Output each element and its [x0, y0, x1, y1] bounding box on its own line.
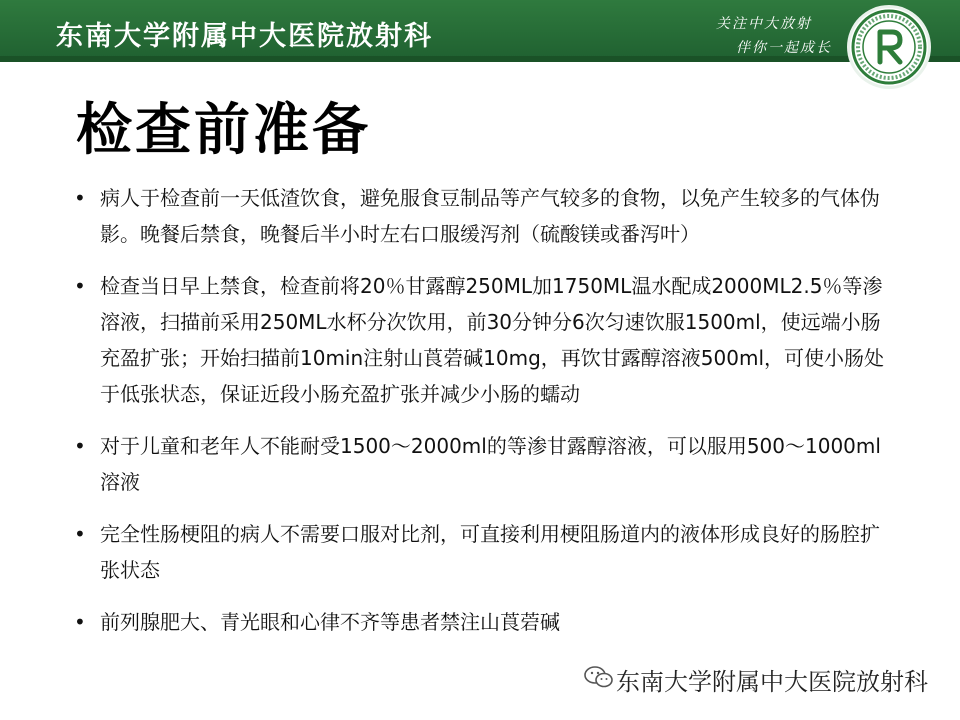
slogan-line-2: 伴你一起成长: [736, 40, 832, 56]
bullet-dot: •: [74, 434, 86, 458]
bullet-item: [74, 516, 894, 588]
bullet-dot: •: [74, 522, 86, 546]
bullet-text: 病人于检查前一天低渣饮食，避免服食豆制品等产气较多的食物，以免产生较多的气体伪影。晚餐后禁食，晚餐后半小时左右口服缓泻剂（硫酸镁或番泻叶）: [100, 186, 880, 246]
watermark-text: 东南大学附属中大医院放射科: [616, 668, 928, 696]
logo-icon: [850, 8, 928, 86]
bullet-text: 检查当日早上禁食，检查前将20％甘露醇250ML加1750ML温水配成2000ML2.5％等渗溶液，扫描前采用250ML水杯分次饮用，前30分钟分6次匀速饮服1500ml，使远端小肠充盈扩张；开始扫描前10min注射山莨菪碱10mg，再饮甘露醇溶液500ml，可使小肠处于低张状态，保证近段小肠充盈扩张并减少小肠的蠕动: [100, 274, 885, 406]
bullet-item: [74, 268, 894, 412]
bullet-dot: •: [74, 186, 86, 210]
bullet-item: [74, 180, 894, 252]
radiology-logo: [850, 8, 928, 86]
header-banner: [0, 0, 960, 62]
bullet-item: [74, 604, 894, 640]
bullet-dot: •: [74, 610, 86, 634]
bullet-text: 完全性肠梗阻的病人不需要口服对比剂，可直接利用梗阻肠道内的液体形成良好的肠腔扩张状态: [100, 522, 880, 582]
bullet-item: [74, 428, 894, 500]
slide-title: 检查前准备: [76, 98, 371, 163]
wechat-icon: [584, 664, 614, 690]
bullet-list: [74, 180, 894, 656]
bullet-text: 前列腺肥大、青光眼和心律不齐等患者禁注山莨菪碱: [100, 610, 560, 634]
department-name: 东南大学附属中大医院放射科: [56, 21, 433, 52]
slogan-line-1: 关注中大放射: [716, 16, 812, 32]
bullet-dot: •: [74, 274, 86, 298]
bullet-text: 对于儿童和老年人不能耐受1500～2000ml的等渗甘露醇溶液，可以服用500～1000ml溶液: [100, 434, 881, 494]
